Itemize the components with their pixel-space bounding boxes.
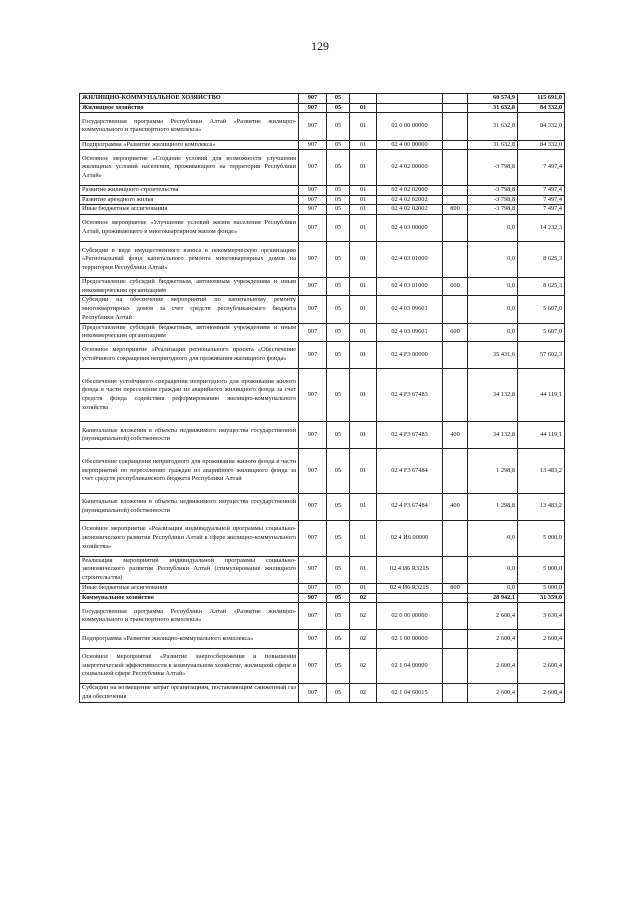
amount-year-2: 8 625,3 [518,242,565,278]
section-code: 05 [327,630,350,648]
amount-year-2: 5 607,0 [518,296,565,323]
target-article-code: 02 4 F3 67483 [377,369,443,422]
subsection-code: 01 [350,323,377,341]
expense-type-code [443,593,468,603]
target-article-code: 02 4 02 02002 [377,195,443,205]
section-code: 05 [327,278,350,296]
section-code: 05 [327,422,350,449]
amount-year-1: 0,0 [468,520,518,556]
expense-type-code [443,556,468,583]
ministry-code: 907 [299,186,327,196]
subsection-code: 01 [350,186,377,196]
ministry-code: 907 [299,556,327,583]
table-row [80,323,565,341]
row-name: Развитие арендного жилья [80,195,299,205]
budget-table [79,93,565,703]
target-article-code: 02 4 F3 67484 [377,493,443,520]
row-name: Субсидии на обеспечение мероприятий по капитальному ремонту многоквартирных домов за счет средств республиканского бюджета Республики Алтай [80,296,299,323]
amount-year-1: -3 798,8 [468,195,518,205]
target-article-code: 02 4 03 01000 [377,278,443,296]
row-name: Реализация мероприятий индивидуальной программы социально-экономического развития Республики Алтай (стимулирование жилищного строительства) [80,556,299,583]
expense-type-code [443,242,468,278]
ministry-code: 907 [299,323,327,341]
row-name: ЖИЛИЩНО-КОММУНАЛЬНОЕ ХОЗЯЙСТВО [80,94,299,104]
amount-year-1: -3 798,8 [468,186,518,196]
row-name: Основное мероприятие «Развитие энергосбережения и повышения энергетической эффективности в коммунальном хозяйстве, жилищной сфере и социальной сфере Республики Алтай» [80,648,299,684]
row-name: Капитальные вложения в объекты недвижимого имущества государственной (муниципальной) собственности [80,493,299,520]
amount-year-1: 28 942,1 [468,593,518,603]
subsection-code: 01 [350,195,377,205]
table-row [80,205,565,215]
amount-year-2: 44 119,1 [518,369,565,422]
subsection-code: 01 [350,205,377,215]
section-code: 05 [327,296,350,323]
row-name: Государственная программа Республики Алтай «Развитие жилищно-коммунального и транспортного комплекса» [80,113,299,140]
table-row [80,648,565,684]
subsection-code: 01 [350,113,377,140]
amount-year-1: -3 798,8 [468,150,518,186]
expense-type-code: 400 [443,422,468,449]
table-row [80,422,565,449]
table-row [80,684,565,702]
expense-type-code: 600 [443,278,468,296]
amount-year-2: 84 332,0 [518,140,565,150]
target-article-code: 02 4 И6 R321S [377,556,443,583]
section-code: 05 [327,603,350,630]
subsection-code: 02 [350,603,377,630]
expense-type-code [443,369,468,422]
subsection-code: 01 [350,520,377,556]
subsection-code: 01 [350,215,377,242]
expense-type-code [443,341,468,368]
subsection-code: 01 [350,150,377,186]
subsection-code: 02 [350,593,377,603]
expense-type-code [443,449,468,494]
amount-year-1: 0,0 [468,323,518,341]
section-code: 05 [327,94,350,104]
ministry-code: 907 [299,593,327,603]
section-code: 05 [327,186,350,196]
subsection-code: 02 [350,630,377,648]
subsection-code: 01 [350,369,377,422]
amount-year-1: -3 798,8 [468,205,518,215]
expense-type-code [443,186,468,196]
target-article-code: 02 4 И6 R321S [377,583,443,593]
ministry-code: 907 [299,449,327,494]
expense-type-code [443,195,468,205]
section-code: 05 [327,242,350,278]
target-article-code: 02 1 04 00000 [377,648,443,684]
subsection-code: 01 [350,341,377,368]
ministry-code: 907 [299,369,327,422]
subsection-code: 01 [350,278,377,296]
ministry-code: 907 [299,215,327,242]
table-row [80,103,565,113]
table-row [80,603,565,630]
table-row [80,593,565,603]
amount-year-2: 84 332,0 [518,113,565,140]
subsection-code: 01 [350,140,377,150]
amount-year-2: 14 232,3 [518,215,565,242]
target-article-code: 02 4 00 00000 [377,140,443,150]
target-article-code: 02 4 F3 00000 [377,341,443,368]
target-article-code: 02 1 04 60015 [377,684,443,702]
row-name: Подпрограмма «Развитие жилищно-коммунального комплекса» [80,630,299,648]
amount-year-1: 0,0 [468,556,518,583]
amount-year-2: 8 625,3 [518,278,565,296]
table-row [80,215,565,242]
amount-year-2: 2 600,4 [518,648,565,684]
amount-year-2: 44 119,1 [518,422,565,449]
amount-year-1: 2 600,4 [468,603,518,630]
amount-year-1: 34 132,8 [468,422,518,449]
subsection-code: 01 [350,296,377,323]
ministry-code: 907 [299,341,327,368]
row-name: Иные бюджетные ассигнования [80,583,299,593]
expense-type-code [443,215,468,242]
ministry-code: 907 [299,684,327,702]
ministry-code: 907 [299,493,327,520]
subsection-code [350,94,377,104]
section-code: 05 [327,215,350,242]
ministry-code: 907 [299,242,327,278]
ministry-code: 907 [299,583,327,593]
target-article-code: 02 4 03 09601 [377,296,443,323]
amount-year-2: 84 332,0 [518,103,565,113]
section-code: 05 [327,583,350,593]
subsection-code: 01 [350,449,377,494]
ministry-code: 907 [299,603,327,630]
amount-year-1: 2 600,4 [468,684,518,702]
row-name: Субсидия в виде имущественного взноса в некоммерческую организацию «Региональный фонд капитального ремонта многоквартирных домов на территории Республики Алтай» [80,242,299,278]
amount-year-2: 7 497,4 [518,186,565,196]
ministry-code: 907 [299,648,327,684]
amount-year-2: 5 000,0 [518,583,565,593]
section-code: 05 [327,341,350,368]
row-name: Иные бюджетные ассигнования [80,205,299,215]
target-article-code: 02 4 03 00000 [377,215,443,242]
section-code: 05 [327,150,350,186]
section-code: 05 [327,593,350,603]
target-article-code: 02 4 F3 67484 [377,449,443,494]
section-code: 05 [327,113,350,140]
section-code: 05 [327,205,350,215]
table-row [80,520,565,556]
amount-year-1: 31 632,8 [468,140,518,150]
row-name: Предоставление субсидий бюджетным, автономным учреждениям и иным некоммерческим организациям [80,323,299,341]
amount-year-1: 60 574,9 [468,94,518,104]
target-article-code: 02 4 02 02000 [377,186,443,196]
table-row [80,583,565,593]
amount-year-2: 2 600,4 [518,630,565,648]
expense-type-code: 600 [443,323,468,341]
row-name: Коммунальное хозяйство [80,593,299,603]
amount-year-1: 31 632,8 [468,103,518,113]
amount-year-2: 7 497,4 [518,150,565,186]
section-code: 05 [327,520,350,556]
amount-year-2: 7 497,4 [518,195,565,205]
row-name: Обеспечение устойчивого сокращения непригодного для проживания жилого фонда в части переселения граждан из аварийного жилищного фонда за счет средств фонда содействия реформированию жилищно-коммунального хозяйства [80,369,299,422]
row-name: Субсидии на возмещение затрат организациям, поставляющим сжиженный газ для обеспечения [80,684,299,702]
amount-year-1: 1 298,8 [468,493,518,520]
target-article-code: 02 4 03 01000 [377,242,443,278]
expense-type-code: 800 [443,583,468,593]
amount-year-1: 0,0 [468,242,518,278]
subsection-code: 01 [350,583,377,593]
ministry-code: 907 [299,296,327,323]
expense-type-code [443,684,468,702]
table-row [80,493,565,520]
ministry-code: 907 [299,195,327,205]
row-name: Обеспечение сокращения непригодного для проживания жилого фонда в части мероприятий по переселению граждан из аварийного жилищного фонда за счет средств республиканского бюджета Республики Алтай [80,449,299,494]
ministry-code: 907 [299,94,327,104]
amount-year-1: 34 132,8 [468,369,518,422]
expense-type-code [443,94,468,104]
expense-type-code [443,296,468,323]
amount-year-1: 0,0 [468,215,518,242]
amount-year-2: 31 359,0 [518,593,565,603]
row-name: Основное мероприятие «Реализация индивидуальной программы социально-экономического развития Республики Алтай в сфере жилищно-коммунального хозяйства» [80,520,299,556]
amount-year-2: 13 483,2 [518,449,565,494]
row-name: Государственная программа Республики Алтай «Развитие жилищно-коммунального и транспортного комплекса» [80,603,299,630]
section-code: 05 [327,103,350,113]
target-article-code: 02 0 00 00000 [377,603,443,630]
row-name: Жилищное хозяйство [80,103,299,113]
target-article-code: 02 4 F3 67483 [377,422,443,449]
target-article-code: 02 4 02 00000 [377,150,443,186]
amount-year-1: 0,0 [468,296,518,323]
amount-year-2: 7 497,4 [518,205,565,215]
row-name: Развитие жилищного строительства [80,186,299,196]
section-code: 05 [327,556,350,583]
table-row [80,341,565,368]
table-row [80,296,565,323]
ministry-code: 907 [299,520,327,556]
amount-year-2: 5 000,0 [518,556,565,583]
ministry-code: 907 [299,150,327,186]
section-code: 05 [327,369,350,422]
table-row [80,140,565,150]
expense-type-code [443,113,468,140]
row-name: Основное мероприятие «Улучшение условий жизни населения Республики Алтай, проживающего в многоквартирном жилом фонде» [80,215,299,242]
amount-year-1: 35 431,6 [468,341,518,368]
ministry-code: 907 [299,422,327,449]
amount-year-1: 0,0 [468,278,518,296]
subsection-code: 01 [350,556,377,583]
amount-year-1: 1 298,8 [468,449,518,494]
expense-type-code [443,140,468,150]
subsection-code: 01 [350,422,377,449]
expense-type-code [443,648,468,684]
table-row [80,369,565,422]
section-code: 05 [327,449,350,494]
row-name: Капитальные вложения в объекты недвижимого имущества государственной (муниципальной) собственности [80,422,299,449]
table-row [80,113,565,140]
expense-type-code [443,103,468,113]
amount-year-2: 5 000,0 [518,520,565,556]
ministry-code: 907 [299,113,327,140]
table-row [80,150,565,186]
subsection-code: 01 [350,493,377,520]
amount-year-1: 2 600,4 [468,630,518,648]
target-article-code [377,94,443,104]
target-article-code: 02 0 00 00000 [377,113,443,140]
table-row [80,186,565,196]
amount-year-2: 13 483,2 [518,493,565,520]
page-number: 129 [311,39,329,53]
table-row [80,630,565,648]
table-body [80,94,565,703]
amount-year-2: 5 607,0 [518,323,565,341]
target-article-code: 02 4 И6 00000 [377,520,443,556]
expense-type-code: 400 [443,493,468,520]
ministry-code: 907 [299,140,327,150]
ministry-code: 907 [299,205,327,215]
ministry-code: 907 [299,630,327,648]
table-row [80,278,565,296]
subsection-code: 02 [350,684,377,702]
expense-type-code [443,603,468,630]
row-name: Основное мероприятие «Реализация регионального проекта «Обеспечение устойчивого сокращения непригодного для проживания жилищного фонда» [80,341,299,368]
row-name: Основное мероприятие «Создание условий для возможности улучшения жилищных условий населения, проживающего на территории Республики Алтай» [80,150,299,186]
ministry-code: 907 [299,103,327,113]
expense-type-code: 800 [443,205,468,215]
expense-type-code [443,150,468,186]
target-article-code: 02 1 00 00000 [377,630,443,648]
target-article-code: 02 4 03 09601 [377,323,443,341]
amount-year-2: 115 691,0 [518,94,565,104]
target-article-code [377,593,443,603]
row-name: Предоставление субсидий бюджетным, автономным учреждениям и иным некоммерческим организациям [80,278,299,296]
section-code: 05 [327,493,350,520]
amount-year-2: 2 600,4 [518,684,565,702]
row-name: Подпрограмма «Развитие жилищного комплекса» [80,140,299,150]
table-row [80,195,565,205]
amount-year-1: 0,0 [468,583,518,593]
subsection-code: 01 [350,103,377,113]
target-article-code [377,103,443,113]
subsection-code: 01 [350,242,377,278]
table-row [80,94,565,104]
section-code: 05 [327,323,350,341]
amount-year-1: 2 600,4 [468,648,518,684]
section-code: 05 [327,195,350,205]
table-row [80,556,565,583]
subsection-code: 02 [350,648,377,684]
expense-type-code [443,630,468,648]
amount-year-1: 31 632,8 [468,113,518,140]
amount-year-2: 57 602,3 [518,341,565,368]
table-row [80,242,565,278]
table-row [80,449,565,494]
expense-type-code [443,520,468,556]
ministry-code: 907 [299,278,327,296]
target-article-code: 02 4 02 02002 [377,205,443,215]
section-code: 05 [327,648,350,684]
amount-year-2: 3 630,4 [518,603,565,630]
section-code: 05 [327,140,350,150]
section-code: 05 [327,684,350,702]
